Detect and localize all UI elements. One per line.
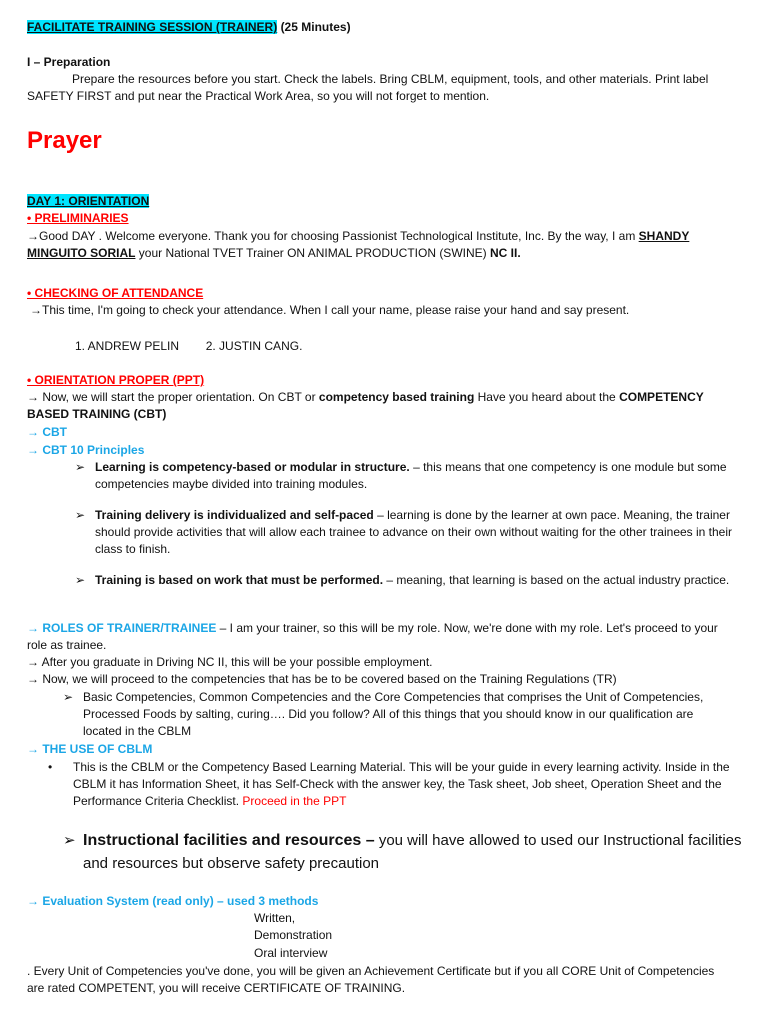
attendance-heading: • CHECKING OF ATTENDANCE <box>27 286 204 300</box>
principle-item <box>75 507 735 558</box>
preliminaries-heading: • PRELIMINARIES <box>27 211 129 225</box>
preliminaries-text-a: Good DAY . Welcome everyone. Thank you for choosing Passionist Technological Institute, Inc. By the way, I am <box>39 229 639 243</box>
trainer-name: SHANDY MINGUITO SORIAL <box>27 229 690 260</box>
evaluation-closing: . Every Unit of Competencies you've done, you will be given an Achievement Certificate but if you all CORE Unit of Competencies are rated COMPETENT, you will receive CERTIFICATE OF TRAINING. <box>27 964 715 995</box>
arrow-bullet-icon: ➢ <box>63 832 76 849</box>
nc-level: NC II. <box>489 246 521 260</box>
facilities-text <box>83 829 743 875</box>
cblm-text <box>73 759 733 810</box>
arrow-bullet-icon: ➢ <box>75 460 86 474</box>
facilities-bold: Instructional facilities and resources – <box>83 832 375 849</box>
cbt-principles-label: → CBT 10 Principles <box>27 443 145 457</box>
cblm-item <box>48 759 738 810</box>
principle-text <box>95 572 735 589</box>
attendance-text-body: This time, I'm going to check your attendance. When I call your name, please raise your hand and say present. <box>42 303 630 317</box>
preparation-text: Prepare the resources before you start. Check the labels. Bring CBLM, equipment, tools, and other materials. Print label SAFETY FIRST and put near the Practical Work Area, so you will not forget to mention. <box>27 72 709 103</box>
orientation-text-b: Have you heard about the <box>474 390 620 404</box>
attendance-text <box>30 302 736 319</box>
evaluation-method: Written, <box>254 911 296 925</box>
evaluation-method: Oral interview <box>254 946 328 960</box>
prayer-heading: Prayer <box>27 127 102 154</box>
day1-heading: DAY 1: ORIENTATION <box>27 194 150 208</box>
cblm-red-note: Proceed in the PPT <box>242 794 347 808</box>
arrow-bullet-icon: ➢ <box>75 573 86 587</box>
principle-body: – this means that one competency is one module but some competencies maybe divided into training modules. <box>95 460 727 491</box>
competencies-text: Basic Competencies, Common Competencies and the Core Competencies that comprises the Unit of Competencies, Processed Foods by salting, curing…. Did you follow? All of this things that you should know in our qualification are located in the CBLM <box>83 690 704 738</box>
orientation-bold-a: competency based training <box>318 390 475 404</box>
facilities-item <box>63 829 743 877</box>
preparation-heading: I – Preparation <box>27 55 111 69</box>
orientation-text <box>27 389 733 423</box>
day1-heading-line <box>27 193 733 210</box>
principle-bold: Training delivery is individualized and self-paced <box>95 508 374 522</box>
cblm-heading: → THE USE OF CBLM <box>27 742 153 756</box>
roles-line-3: → Now, we will proceed to the competencies that has be to be covered based on the Training Regulations (TR) <box>27 672 617 686</box>
competencies-item <box>63 689 735 740</box>
principle-text <box>95 507 735 558</box>
principle-body: – learning is done by the learner at own pace. Meaning, the trainer should provide activities that will allow each trainee to advance on their own without waiting for the other trainees in their class to finish. <box>95 508 733 556</box>
roles-heading: → ROLES OF TRAINER/TRAINEE <box>27 621 217 635</box>
attendee-2: 2. JUSTIN CANG. <box>205 339 303 353</box>
attendee-1: 1. ANDREW PELIN <box>75 339 180 353</box>
facilities-body: you will have allowed to used our Instructional facilities and resources but observe safety precaution <box>83 832 742 872</box>
orientation-bold-b: COMPETENCY BASED TRAINING (CBT) <box>27 390 704 421</box>
preliminaries-text-b: your National TVET Trainer ON ANIMAL PRODUCTION (SWINE) <box>135 246 490 260</box>
header-title: FACILITATE TRAINING SESSION (TRAINER) <box>27 20 278 34</box>
dot-bullet-icon: • <box>48 760 53 774</box>
cbt-label: → CBT <box>27 425 67 439</box>
roles-line-2: → After you graduate in Driving NC II, this will be your possible employment. <box>27 655 433 669</box>
attendance-names <box>75 338 768 355</box>
roles-paragraph <box>27 620 733 654</box>
arrow-icon: → <box>27 390 39 404</box>
principle-bold: Learning is competency-based or modular in structure. <box>95 460 410 474</box>
evaluation-heading: → Evaluation System (read only) – used 3 methods <box>27 894 319 908</box>
principle-item <box>75 459 735 493</box>
document-header <box>27 19 733 36</box>
header-duration: (25 Minutes) <box>280 20 351 34</box>
arrow-icon: → <box>27 229 39 243</box>
principle-bold: Training is based on work that must be performed. <box>95 573 384 587</box>
roles-text: – I am your trainer, so this will be my role. Now, we're done with my role. Let's proceed to your role as trainee. <box>27 621 718 652</box>
arrow-bullet-icon: ➢ <box>75 508 86 522</box>
orientation-text-a: Now, we will start the proper orientation. On CBT or <box>39 390 319 404</box>
cblm-body: This is the CBLM or the Competency Based Learning Material. This will be your guide in every learning activity. Inside in the CBLM it has Information Sheet, it has Self-Check with the answer key, the Task sheet, Job sheet, Operation Sheet and the Performance Criteria Checklist. <box>73 760 730 808</box>
arrow-icon: → <box>30 303 42 317</box>
evaluation-method: Demonstration <box>254 928 333 942</box>
arrow-bullet-icon: ➢ <box>63 690 74 704</box>
principle-text <box>95 459 735 493</box>
principle-item <box>75 572 735 606</box>
orientation-heading: • ORIENTATION PROPER (PPT) <box>27 373 205 387</box>
preliminaries-text <box>27 228 733 262</box>
principle-body: – meaning, that learning is based on the actual industry practice. <box>383 573 730 587</box>
